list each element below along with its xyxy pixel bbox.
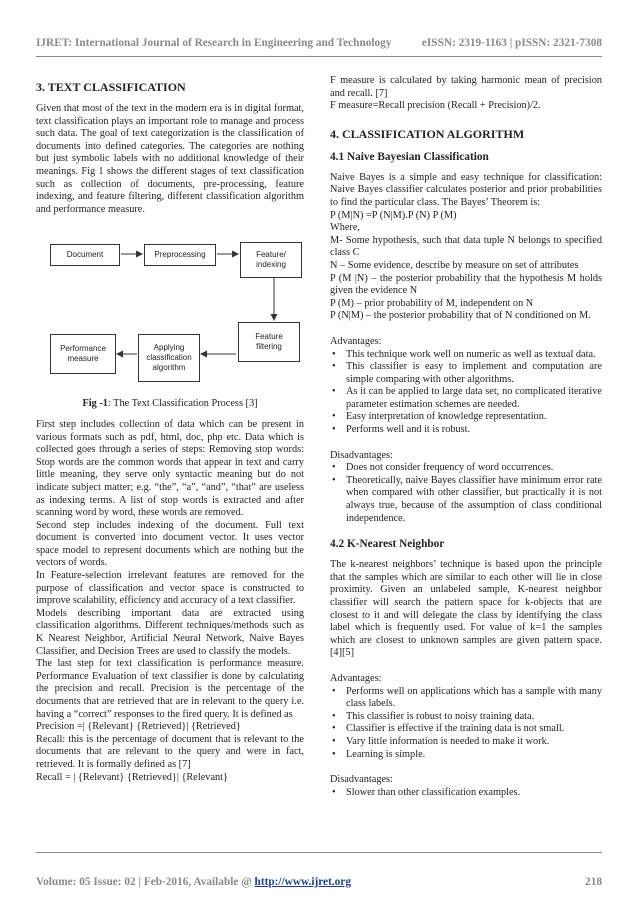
page-number: 218 [585, 876, 602, 888]
figure-caption [36, 398, 304, 411]
paragraph: In Feature-selection irrelevant features are removed for the purpose of classification and vector space is constructed to improve scalability, efficiency and accuracy of a text classifier. [36, 570, 304, 607]
text-classification-diagram [36, 242, 304, 388]
page-header [36, 37, 602, 49]
caption-label: Fig -1 [82, 398, 108, 410]
preprocessing-label: Preprocessing [154, 250, 206, 260]
list-item: • This classifier is robust to noisy training data. [330, 711, 602, 724]
paragraph: M- Some hypothesis, such that data tuple N belongs to specified class C [330, 234, 602, 259]
left-column [36, 80, 304, 784]
list-item: • This classifier is easy to implement and computation are simple comparing with other algorithms. [330, 361, 602, 386]
section-3-title: 3. TEXT CLASSIFICATION [36, 80, 186, 94]
paragraph: Given that most of the text in the modern era is in digital format, text classification plays an important role to manage and process such data. The goal of text categorization is the classification of documents into defined categories. The categories are nothing but just symbolic labels with no additional knowledge of their meanings. Fig 1 shows the different stages of text classification such as collection of documents, pre-processing, feature indexing, and feature filtering, different classification algorithm and performance measure. [36, 103, 304, 215]
feature-indexing-box [240, 242, 302, 278]
list-item: • Slower than other classification examples. [330, 787, 602, 800]
list-item: • As it can be applied to large data set, no complicated iterative parameter estimation schemes are needed. [330, 386, 602, 411]
list-item: • Performs well and it is robust. [330, 424, 602, 437]
feature-filtering-label-2: filtering [256, 342, 282, 352]
paragraph: The last step for text classification is performance measure. Performance Evaluation of text classifier is done by calculating the precision and recall. Precision is the percentage of the documents that are retrieved that are in relevant to the query i.e. having a “correct” responses to the fired query. It is defined as [36, 658, 304, 720]
list-item: • Vary little information is needed to make it work. [330, 736, 602, 749]
header-rule [36, 56, 602, 57]
journal-link[interactable]: http://www.ijret.org [254, 876, 351, 888]
nb-advantages-list [330, 349, 602, 437]
disadvantages-label: Disadvantages: [330, 449, 393, 461]
nb-disadvantages-list [330, 462, 602, 525]
f-measure-formula: F measure=Recall precision (Recall + Precision)/2. [330, 100, 541, 112]
document-label: Document [66, 250, 104, 260]
precision-formula: Precision =| {Relevant} {Retrieved}| {Retrieved} [36, 721, 241, 733]
caption-text: : The Text Classification Process [3] [107, 398, 258, 410]
document-box [50, 244, 120, 266]
footer-volume-text: Volume: 05 Issue: 02 | Feb-2016, Available @ [36, 876, 255, 888]
knn-disadvantages-list [330, 787, 602, 800]
feature-filtering-label-1: Feature [255, 332, 283, 342]
right-column [330, 75, 602, 799]
applying-label-1: Applying [153, 343, 185, 353]
feature-indexing-label-2: indexing [256, 260, 286, 270]
paragraph: P (N|M) – the posterior probability that of N conditioned on M. [330, 310, 591, 322]
recall-formula: Recall = | {Relevant} {Retrieved}| {Relevant} [36, 771, 228, 783]
paragraph: P (M) – prior probability of M, independent on N [330, 297, 534, 309]
subsection-4-1-title: 4.1 Naive Bayesian Classification [330, 150, 489, 163]
issn: eISSN: 2319-1163 | pISSN: 2321-7308 [421, 37, 602, 49]
bayes-formula: P (M|N) =P (N|M).P (N) P (M) [330, 209, 457, 221]
feature-filtering-box [238, 322, 300, 362]
knn-advantages-label: Advantages: [330, 672, 382, 684]
paragraph: P (M |N) – the posterior probability that the hypothesis M holds given the evidence N [330, 272, 602, 297]
paragraph: First step includes collection of data which can be present in various formats such as pdf, html, doc, php etc. Data which is collected goes through a series of steps: Removing stop words: Stop words are the common words that appear in text and carry little meaning, they serve only syntactic meaning but do not indicate subject matter; e.g. “the”, “a”, “and”, “that” are useless as indexing terms. A list of stop words is extracted and after scanning word by word, these words are removed. [36, 418, 304, 519]
paragraph: The k-nearest neighbors’ technique is based upon the principle that the samples which are similar to each other will lie in close proximity. Given an unlabeled sample, K-nearest neighbor classifier will search the pattern space for k-objects that are closest to it and will delegate the class by identifying the class label which is frequently used. For value of k=1 the samples which are closest to unknown samples are given pattern space. [4][5] [330, 559, 602, 659]
paragraph: Second step includes indexing of the document. Full text document is converted into document vector. It uses vector space model to represent documents which are nothing but the vectors of words. [36, 519, 304, 569]
paragraph: F measure is calculated by taking harmonic mean of precision and recall. [7] [330, 75, 602, 99]
list-item: • Easy interpretation of knowledge representation. [330, 411, 602, 424]
advantages-label: Advantages: [330, 335, 382, 347]
applying-box [138, 334, 200, 382]
list-item: • This technique work well on numeric as well as textual data. [330, 349, 602, 362]
paragraph: Naive Bayes is a simple and easy technique for classification: Naive Bayes classifier calculates posterior and prior probabilities to find the particular class. The Bayes’ Theorem is: [330, 171, 602, 208]
journal-title: IJRET: International Journal of Research in Engineering and Technology [36, 37, 392, 49]
preprocessing-box [144, 244, 216, 266]
footer-volume [36, 876, 351, 888]
list-item: • Performs well on applications which has a sample with many class labels. [330, 686, 602, 711]
list-item: • Theoretically, naive Bayes classifier have minimum error rate when compared with other classifier, but practically it is not always true, because of the assumption of class conditional independence. [330, 475, 602, 525]
page-footer [36, 876, 602, 888]
list-item: • Classifier is effective if the training data is not small. [330, 723, 602, 736]
paragraph: Where, [330, 222, 361, 234]
paragraph: Models describing important data are extracted using classification algorithms. Different techniques/methods such as K Nearest Neighbor, Artificial Neural Network, Naive Bayes Classifier, and Decision Trees are used to classify the models. [36, 607, 304, 657]
list-item: • Does not consider frequency of word occurrences. [330, 462, 602, 475]
paragraph: Recall: this is the percentage of document that is relevant to the documents that are relevant to the query and were in fact, retrieved. It is formally defined as [7] [36, 733, 304, 770]
performance-label-1: Performance [60, 344, 106, 354]
knn-advantages-list [330, 686, 602, 762]
section-4-title: 4. CLASSIFICATION ALGORITHM [330, 126, 525, 141]
list-item: • Learning is simple. [330, 749, 602, 762]
applying-label-2: classification [146, 353, 192, 363]
footer-rule [36, 852, 602, 853]
paragraph: N – Some evidence, describe by measure on set of attributes [330, 259, 579, 271]
applying-label-3: algorithm [152, 363, 186, 373]
performance-label-2: measure [67, 354, 99, 364]
feature-indexing-label-1: Feature/ [256, 250, 286, 260]
knn-disadvantages-label: Disadvantages: [330, 774, 393, 786]
performance-box [50, 334, 116, 374]
subsection-4-2-title: 4.2 K-Nearest Neighbor [330, 538, 445, 551]
